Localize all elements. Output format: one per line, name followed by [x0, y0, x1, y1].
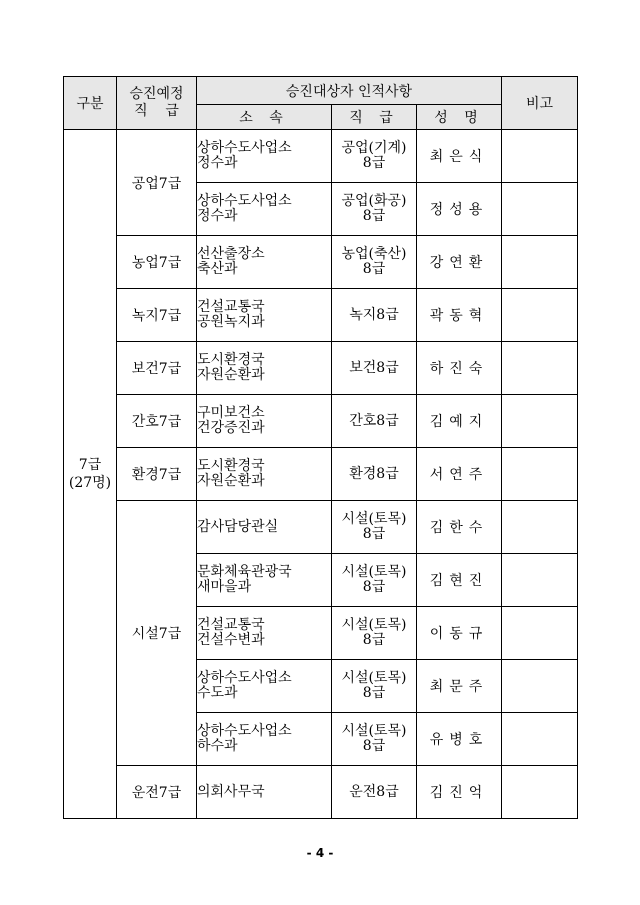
department-cell	[197, 713, 332, 766]
department-line1: 의회사무국	[197, 783, 265, 800]
department-line2: 자원순환과	[197, 473, 265, 489]
candidate-name: 김한수	[417, 501, 502, 554]
table-row	[64, 236, 578, 289]
table-row	[64, 289, 578, 342]
remarks-cell	[502, 183, 578, 236]
remarks-cell	[502, 448, 578, 501]
department-line1: 상하수도사업소	[197, 140, 292, 156]
department-line1: 선산출장소	[197, 246, 265, 262]
position-cell	[332, 660, 417, 713]
remarks-cell	[502, 554, 578, 607]
department-line1: 건설교통국	[197, 617, 265, 633]
department-cell	[197, 342, 332, 395]
department-line2: 정수과	[197, 208, 238, 224]
department-line2: 정수과	[197, 155, 238, 171]
department-line2: 건설수변과	[197, 632, 265, 648]
table-row	[64, 130, 578, 183]
position-cell	[332, 766, 417, 819]
department-line2: 축산과	[197, 261, 238, 277]
position-cell	[332, 554, 417, 607]
department-line2: 하수과	[197, 738, 238, 754]
candidate-name: 정성용	[417, 183, 502, 236]
position-line2: 8급	[362, 738, 386, 754]
table-row	[64, 395, 578, 448]
candidate-name: 최문주	[417, 660, 502, 713]
department-cell	[197, 395, 332, 448]
candidate-name: 곽동혁	[417, 289, 502, 342]
position-line2: 8급	[362, 155, 386, 171]
position-cell	[332, 236, 417, 289]
header-category: 구분	[64, 77, 117, 130]
position-line1: 간호8급	[349, 412, 399, 429]
department-line1: 도시환경국	[197, 352, 265, 368]
department-line1: 문화체육관광국	[197, 564, 292, 580]
promotion-table	[63, 76, 578, 819]
department-line1: 감사담당관실	[197, 518, 279, 535]
header-candidate-info: 승진대상자 인적사항	[197, 77, 502, 105]
remarks-cell	[502, 236, 578, 289]
department-cell	[197, 183, 332, 236]
department-line1: 상하수도사업소	[197, 193, 292, 209]
department-line2: 건강증진과	[197, 420, 265, 436]
position-line1: 시설(토목)	[341, 511, 407, 527]
position-line1: 운전8급	[349, 783, 399, 800]
position-cell	[332, 289, 417, 342]
department-cell	[197, 554, 332, 607]
remarks-cell	[502, 289, 578, 342]
remarks-cell	[502, 607, 578, 660]
candidate-name: 서연주	[417, 448, 502, 501]
promotion-grade-cell: 녹지7급	[117, 289, 197, 342]
position-cell	[332, 130, 417, 183]
position-line2: 8급	[362, 526, 386, 542]
header-promotion-grade	[117, 77, 197, 130]
candidate-name: 김예지	[417, 395, 502, 448]
candidate-name: 이동규	[417, 607, 502, 660]
table-row	[64, 501, 578, 554]
header-department: 소 속	[197, 105, 332, 130]
promotion-grade-cell: 환경7급	[117, 448, 197, 501]
header-promotion-grade-line2: 직 급	[134, 103, 179, 119]
page-number: - 4 -	[306, 846, 334, 860]
position-line1: 공업(기계)	[341, 140, 407, 156]
position-line2: 8급	[362, 579, 386, 595]
position-line1: 녹지8급	[349, 306, 399, 323]
position-cell	[332, 183, 417, 236]
position-cell	[332, 448, 417, 501]
department-line1: 상하수도사업소	[197, 670, 292, 686]
candidate-name: 김진억	[417, 766, 502, 819]
group-line2: (27명)	[68, 475, 112, 491]
position-line1: 시설(토목)	[341, 617, 407, 633]
header-position: 직 급	[332, 105, 417, 130]
position-line2: 8급	[362, 685, 386, 701]
remarks-cell	[502, 713, 578, 766]
promotion-grade-cell: 공업7급	[117, 130, 197, 236]
header-remarks: 비고	[502, 77, 578, 130]
position-line2: 8급	[362, 632, 386, 648]
position-line2: 8급	[362, 261, 386, 277]
department-line2: 수도과	[197, 685, 238, 701]
header-promotion-grade-line1: 승진예정	[129, 86, 184, 102]
department-line2: 공원녹지과	[197, 314, 265, 330]
promotion-grade-cell: 시설7급	[117, 501, 197, 766]
remarks-cell	[502, 660, 578, 713]
department-cell	[197, 660, 332, 713]
position-line1: 시설(토목)	[341, 564, 407, 580]
remarks-cell	[502, 501, 578, 554]
department-line2: 자원순환과	[197, 367, 265, 383]
candidate-name: 김현진	[417, 554, 502, 607]
candidate-name: 하진숙	[417, 342, 502, 395]
department-line1: 건설교통국	[197, 299, 265, 315]
department-cell	[197, 236, 332, 289]
promotion-grade-cell: 운전7급	[117, 766, 197, 819]
department-cell	[197, 501, 332, 554]
department-cell	[197, 289, 332, 342]
group-line1: 7급	[78, 457, 102, 473]
department-cell	[197, 130, 332, 183]
position-line2: 8급	[362, 208, 386, 224]
position-cell	[332, 607, 417, 660]
candidate-name: 유병호	[417, 713, 502, 766]
department-cell	[197, 448, 332, 501]
position-cell	[332, 713, 417, 766]
department-cell	[197, 607, 332, 660]
promotion-grade-cell: 보건7급	[117, 342, 197, 395]
remarks-cell	[502, 342, 578, 395]
table-row	[64, 342, 578, 395]
position-line1: 보건8급	[349, 359, 399, 376]
position-line1: 환경8급	[349, 465, 399, 482]
position-line1: 시설(토목)	[341, 670, 407, 686]
remarks-cell	[502, 395, 578, 448]
department-line1: 구미보건소	[197, 405, 265, 421]
candidate-name: 최은식	[417, 130, 502, 183]
group-cell	[64, 130, 117, 819]
department-line1: 도시환경국	[197, 458, 265, 474]
position-cell	[332, 395, 417, 448]
promotion-grade-cell: 간호7급	[117, 395, 197, 448]
position-line1: 농업(축산)	[341, 246, 407, 262]
header-name: 성 명	[417, 105, 502, 130]
position-line1: 시설(토목)	[341, 723, 407, 739]
department-cell	[197, 766, 332, 819]
table-row	[64, 766, 578, 819]
department-line2: 새마을과	[197, 579, 252, 595]
department-line1: 상하수도사업소	[197, 723, 292, 739]
table-row	[64, 448, 578, 501]
promotion-grade-cell: 농업7급	[117, 236, 197, 289]
position-cell	[332, 342, 417, 395]
candidate-name: 강연환	[417, 236, 502, 289]
position-line1: 공업(화공)	[341, 193, 407, 209]
remarks-cell	[502, 130, 578, 183]
position-cell	[332, 501, 417, 554]
remarks-cell	[502, 766, 578, 819]
